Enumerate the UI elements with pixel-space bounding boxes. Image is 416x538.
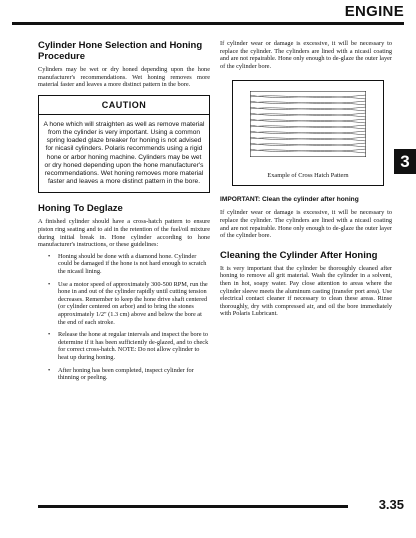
list-item: • Honing should be done with a diamond hone. Cylinder could be damaged if the hone is not hard enough to scratch the nicasil lining.	[48, 252, 207, 275]
replace-cylinder-paragraph-repeat: If cylinder wear or damage is excessive, it will be necessary to replace the cylinder. The cylinders are lined with a nicasil coating and are not repairable. Hone only enough to de-glaze the outer layer of the cylinder bore.	[220, 209, 392, 240]
cleaning-cylinder-heading: Cleaning the Cylinder After Honing	[220, 249, 378, 261]
cleaning-paragraph: It is very important that the cylinder be thoroughly cleaned after honing to remove all grit material. Wash the cylinder in a solvent, then in hot, soapy water. Pay close attention to areas where the cylinder sleeve meets the aluminum casting (transfer port area). Use electrical contact cleaner if necessary to clean these areas. Rinse thoroughly, dry with compressed air, and oil the bore immediately with Polaris Lubricant.	[220, 264, 392, 318]
hone-intro-paragraph: Cylinders may be wet or dry honed depending upon the hone manufacturer's recommendations. Wet honing removes more material faster and leaves a more distinct pattern in the bore.	[38, 66, 210, 89]
important-note: IMPORTANT: Clean the cylinder after honing	[220, 196, 359, 204]
list-item: • Release the hone at regular intervals and inspect the bore to determine if it has been sufficiently de-glazed, and to check for correct cross-hatch. NOTE: Do not allow cylinder to heat up during honing.	[48, 331, 209, 361]
honing-guidelines-list	[38, 253, 210, 382]
caution-box	[38, 95, 210, 194]
cylinder-hone-heading: Cylinder Hone Selection and Honing Procedure	[38, 40, 203, 62]
footer-rule	[38, 505, 348, 508]
replace-cylinder-paragraph: If cylinder wear or damage is excessive, it will be necessary to replace the cylinder. The cylinders are lined with a nicasil coating and are not repairable. Hone only enough to de-glaze the outer layer of the cylinder bore.	[220, 40, 392, 70]
caution-heading: CAUTION	[39, 96, 209, 115]
section-header-title: ENGINE	[344, 3, 404, 20]
honing-deglaze-heading: Honing To Deglaze	[38, 203, 123, 215]
cross-hatch-pattern-illustration	[250, 91, 366, 157]
list-item: • After honing has been completed, inspect cylinder for thinning or peeling.	[48, 366, 194, 382]
figure-caption: Example of Cross Hatch Pattern	[267, 172, 349, 180]
left-column	[38, 28, 210, 387]
bullet-icon: •	[48, 366, 51, 374]
bullet-icon: •	[48, 252, 51, 260]
right-column	[220, 28, 392, 322]
cross-hatch-figure	[232, 80, 384, 186]
page-number: 3.35	[378, 497, 404, 512]
bullet-icon: •	[48, 331, 51, 339]
chapter-tab: 3	[394, 149, 416, 174]
bullet-icon: •	[48, 280, 51, 288]
list-item: • Use a motor speed of approximately 300-500 RPM, run the hone in and out of the cylinder rapidly until cutting tension decreases. Remember to keep the hone drive shaft centered (or cylinder centered on arbor) and to bring the stones approximately 1/2" (1.3 cm) above and below the bore at the end of each stroke.	[48, 280, 208, 326]
caution-text: A hone which will straighten as well as remove material from the cylinder is very important. Using a common spring loaded glaze breaker for honing is not advised for nicasil cylinders. Polaris recommends using a rigid hone or arbor honing machine. Cylinders may be wet or dry honed depending upon the hone manufacturer's recommendations. Wet honing removes more material faster and leaves a more distinct pattern in the bore.	[43, 120, 205, 186]
deglaze-paragraph: A finished cylinder should have a cross-hatch pattern to ensure piston ring seating and to aid in the retention of the fuel/oil mixture during initial break in. Hone cylinder according to hone manufacturer's instructions, or these guidelines:	[38, 218, 210, 249]
header-rule	[12, 22, 404, 25]
